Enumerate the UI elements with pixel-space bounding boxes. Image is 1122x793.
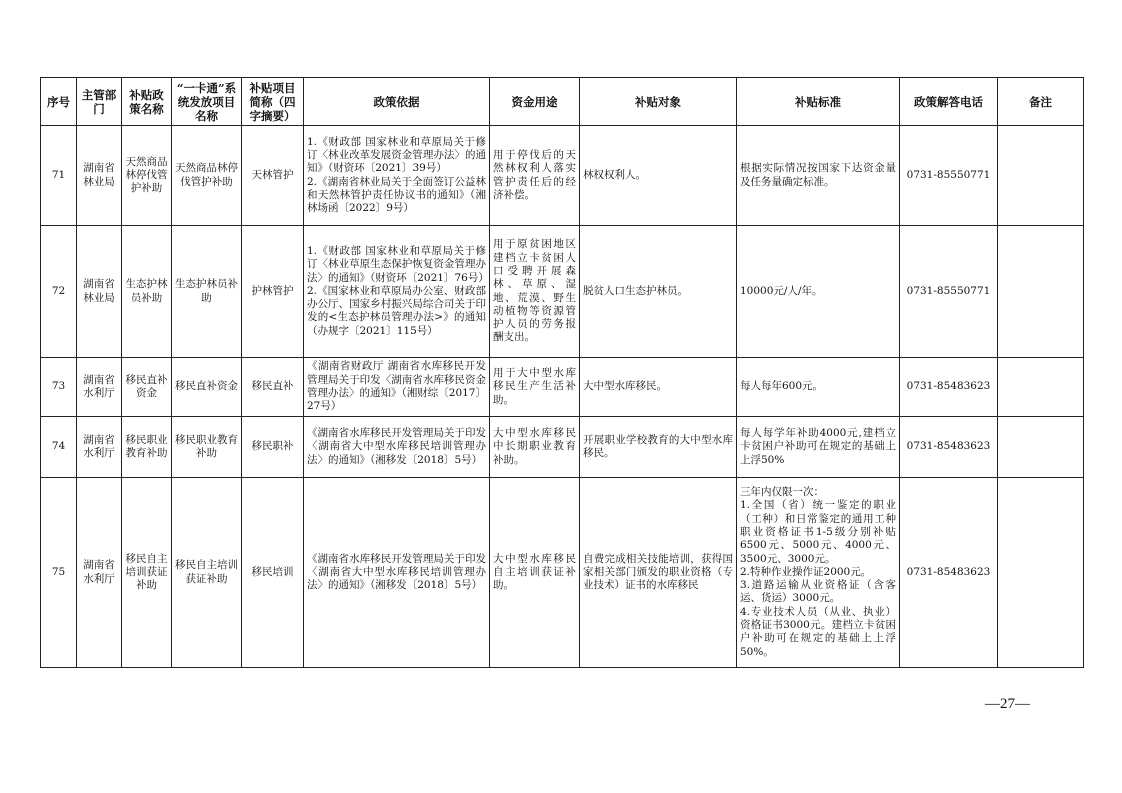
policy-name-cell: 天然商品林停伐管护补助 [122,126,172,226]
header-cell: 政策解答电话 [900,78,998,126]
subsidy-standard-cell [737,417,900,478]
system-item-cell: 生态护林员补助 [172,226,242,358]
policy-basis-line: 《湖南省水库移民开发管理局关于印发〈湖南省大中型水库移民培训管理办法〉的通知》（湘移发〔2018〕5号） [307,552,486,592]
policy-name-cell: 移民直补资金 [122,358,172,417]
policy-name-cell: 移民职业教育补助 [122,417,172,478]
policy-basis-line: 《湖南省财政厅 湖南省水库移民开发管理局关于印发〈湖南省水库移民资金管理办法〉的通知》（湘财综〔2017〕27号） [307,360,486,413]
phone-cell: 0731-85483623 [900,358,998,417]
table-row [41,417,1084,478]
remark-cell [998,417,1084,478]
policy-basis-cell [304,417,490,478]
standard-line: 1.全国（省）统一鉴定的职业（工种）和日常鉴定的通用工种职业资格证书1-5级分别补贴6500元、5000元、4000元、3500元、3000元。 [740,499,896,565]
policy-basis-cell [304,226,490,358]
header-cell: 序号 [41,78,77,126]
remark-cell [998,226,1084,358]
fund-usage-cell: 大中型水库移民自主培训获证补助。 [490,478,580,668]
header-cell: 备注 [998,78,1084,126]
policy-basis-cell [304,126,490,226]
row-number: 72 [41,226,77,358]
subsidy-standard-cell [737,358,900,417]
policy-basis-line: 1.《财政部 国家林业和草原局关于修订〈林业草原生态保护恢复资金管理办法〉的通知》（财资环〔2021〕76号） [307,244,489,284]
standard-line: 三年内仅限一次： [740,486,824,499]
department-cell: 湖南省水利厅 [77,417,122,478]
policy-basis-line: 2.《湖南省林业局关于全面签订公益林和天然林管护责任协议书的通知》（湘林场函〔2022〕9号） [307,175,486,215]
table-header-row [41,78,1084,126]
system-item-cell: 移民直补资金 [172,358,242,417]
subsidy-target-cell: 自费完成相关技能培训，获得国家相关部门颁发的职业资格（专业技术）证书的水库移民 [580,478,737,668]
table-row [41,126,1084,226]
department-cell: 湖南省水利厅 [77,358,122,417]
phone-cell: 0731-85550771 [900,126,998,226]
row-number: 74 [41,417,77,478]
system-item-cell: 移民自主培训获证补助 [172,478,242,668]
subsidy-target-cell: 林权权利人。 [580,126,737,226]
subsidy-target-cell: 脱贫人口生态护林员。 [580,226,737,358]
standard-line: 根据实际情况按国家下达资金量及任务量确定标准。 [740,162,896,188]
fund-usage-cell: 大中型水库移民中长期职业教育补助。 [490,417,580,478]
header-cell: 补贴对象 [580,78,737,126]
policy-basis-line: 2.《国家林业和草原局办公室、财政部办公厅、国家乡村振兴局综合司关于印发的<生态护林员管理办法>》的通知（办规字〔2021〕115号） [307,284,486,337]
system-item-cell: 天然商品林停伐管护补助 [172,126,242,226]
department-cell: 湖南省林业局 [77,126,122,226]
short-name-cell: 移民培训 [242,478,304,668]
subsidy-target-cell: 开展职业学校教育的大中型水库移民。 [580,417,737,478]
subsidy-standard-cell [737,478,900,668]
subsidy-target-cell: 大中型水库移民。 [580,358,737,417]
policy-basis-line: 1.《财政部 国家林业和草原局关于修订〈林业改革发展资金管理办法〉的通知》（财资环〔2021〕39号） [307,135,486,175]
fund-usage-cell: 用于大中型水库移民生产生活补助。 [490,358,580,417]
standard-line: 每人每年600元。 [740,380,824,393]
standard-line: 4.专业技术人员（从业、执业）资格证书3000元。建档立卡贫困户补助可在规定的基础上上浮50%。 [740,605,896,658]
header-cell: 主管部门 [77,78,122,126]
row-number: 75 [41,478,77,668]
phone-cell: 0731-85550771 [900,226,998,358]
phone-cell: 0731-85483623 [900,417,998,478]
header-cell: 政策依据 [304,78,490,126]
table-row [41,358,1084,417]
header-cell: 补贴政策名称 [122,78,172,126]
remark-cell [998,126,1084,226]
phone-cell: 0731-85483623 [900,478,998,668]
standard-line: 每人每学年补助4000元,建档立卡贫困户补助可在规定的基础上上浮50% [740,427,896,466]
department-cell: 湖南省林业局 [77,226,122,358]
policy-basis-line: 《湖南省水库移民开发管理局关于印发〈湖南省大中型水库移民培训管理办法〉的通知》（湘移发〔2018〕5号） [307,427,486,466]
system-item-cell: 移民职业教育补助 [172,417,242,478]
remark-cell [998,358,1084,417]
fund-usage-cell: 用于原贫困地区建档立卡贫困人口受聘开展森林、草原、湿地、荒漠、野生动植物等资源管护人员的劳务报酬支出。 [490,226,580,358]
short-name-cell: 移民直补 [242,358,304,417]
row-number: 73 [41,358,77,417]
policy-basis-cell [304,478,490,668]
short-name-cell: 护林管护 [242,226,304,358]
page-number: —27— [985,696,1030,712]
remark-cell [998,478,1084,668]
policy-name-cell: 生态护林员补助 [122,226,172,358]
subsidy-standard-cell [737,226,900,358]
header-cell: 补贴标准 [737,78,900,126]
fund-usage-cell: 用于停伐后的天然林权利人落实管护责任后的经济补偿。 [490,126,580,226]
standard-line: 10000元/人/年。 [740,284,823,297]
standard-line: 3.道路运输从业资格证（含客运、货运）3000元。 [740,579,896,605]
standard-line: 2.特种作业操作证2000元。 [740,565,872,578]
policy-name-cell: 移民自主培训获证补助 [122,478,172,668]
header-cell: 资金用途 [490,78,580,126]
short-name-cell: 移民职补 [242,417,304,478]
policy-basis-cell [304,358,490,417]
table-row [41,478,1084,668]
subsidy-standard-cell [737,126,900,226]
table-row [41,226,1084,358]
department-cell: 湖南省水利厅 [77,478,122,668]
header-cell: 补贴项目简称（四字摘要） [242,78,304,126]
short-name-cell: 天林管护 [242,126,304,226]
header-cell: “一卡通”系统发放项目名称 [172,78,242,126]
subsidy-policy-table [40,77,1084,668]
row-number: 71 [41,126,77,226]
